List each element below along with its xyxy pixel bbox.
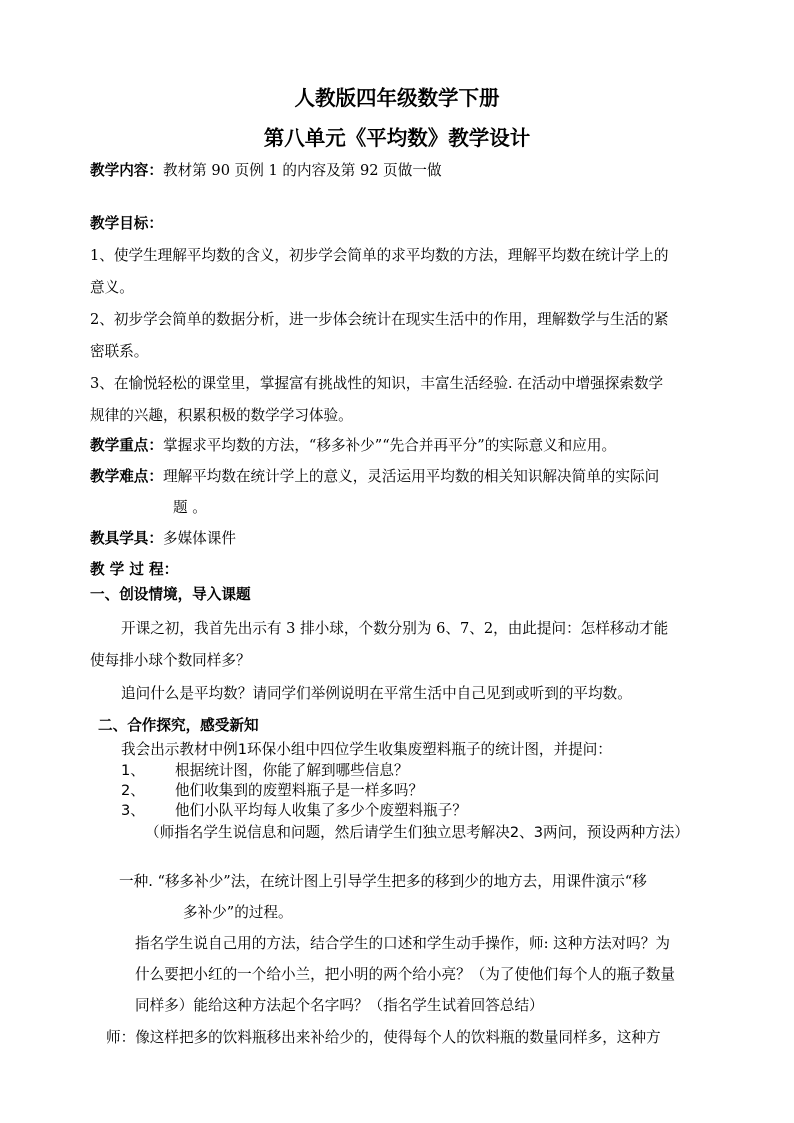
method-1-line-1: 一种. “移多补少”法，在统计图上引导学生把多的移到少的地方去，用课件演示“移 bbox=[119, 873, 647, 890]
teaching-key-points-text: 掌握求平均数的方法，“移多补少”“先合并再平分”的实际意义和应用。 bbox=[162, 437, 617, 454]
method-1-line-2: 多补少”的过程。 bbox=[183, 904, 293, 921]
goal-3-line-2: 规律的兴趣，积累积极的数学学习体验。 bbox=[90, 407, 353, 424]
teaching-difficulties-continued: 题 。 bbox=[173, 499, 207, 516]
section-2-heading: 二、合作探究，感受新知 bbox=[98, 717, 259, 734]
section-1-para-1-line-2: 使每排小球个数同样多？ bbox=[90, 652, 251, 669]
question-1 bbox=[121, 761, 409, 781]
question-3-text: 他们小队平均每人收集了多少个废塑料瓶子？ bbox=[175, 802, 467, 819]
section-1-para-1-line-1: 开课之初，我首先出示有 3 排小球，个数分别为 6、7、2，由此提问：怎样移动才能 bbox=[121, 620, 669, 637]
goal-3-line-1: 3、在愉悦轻松的课堂里，掌握富有挑战性的知识，丰富生活经验. 在活动中增强探索数学 bbox=[90, 375, 664, 392]
question-2-text: 他们收集到的废塑料瓶子是一样多吗？ bbox=[175, 782, 424, 799]
question-2-number: 2、 bbox=[121, 782, 145, 799]
teaching-content bbox=[90, 161, 442, 181]
teaching-key-points bbox=[90, 436, 616, 456]
goal-2-line-2: 密联系。 bbox=[90, 343, 149, 360]
teaching-difficulties-text: 理解平均数在统计学上的意义，灵活运用平均数的相关知识解决简单的实际问 bbox=[162, 468, 660, 485]
teaching-difficulties bbox=[90, 467, 659, 487]
teaching-tools bbox=[90, 529, 236, 549]
section-2-intro: 我会出示教材中例1环保小组中四位学生收集废塑料瓶子的统计图，并提问： bbox=[121, 741, 612, 758]
question-1-text: 根据统计图，你能了解到哪些信息？ bbox=[175, 762, 409, 779]
question-3-number: 3、 bbox=[121, 802, 145, 819]
method-1-para-line-1: 指名学生说自己用的方法，结合学生的口述和学生动手操作，师: 这种方法对吗？为 bbox=[135, 935, 670, 952]
teaching-content-text: 教材第 90 页例 1 的内容及第 92 页做一做 bbox=[162, 162, 442, 179]
section-1-para-2: 追问什么是平均数？请同学们举例说明在平常生活中自己见到或听到的平均数。 bbox=[121, 685, 632, 702]
method-1-para-line-2: 什么要把小红的一个给小兰，把小明的两个给小亮？（为了使他们每个人的瓶子数量 bbox=[135, 966, 675, 983]
teaching-process-label: 教 学 过 程： bbox=[90, 561, 179, 578]
doc-subtitle: 第八单元《平均数》教学设计 bbox=[263, 126, 531, 150]
teaching-difficulties-label: 教学难点： bbox=[90, 468, 163, 485]
question-1-number: 1、 bbox=[121, 762, 145, 779]
teaching-tools-text: 多媒体课件 bbox=[162, 530, 236, 547]
method-1-para-line-3: 同样多）能给这种方法起个名字吗？（指名学生试着回答总结） bbox=[135, 997, 544, 1014]
teaching-goals-label: 教学目标： bbox=[90, 215, 163, 232]
goal-2-line-1: 2、初步学会简单的数据分析，进一步体会统计在现实生活中的作用，理解数学与生活的紧 bbox=[90, 311, 669, 328]
section-1-heading: 一、创设情境，导入课题 bbox=[90, 586, 251, 603]
teaching-tools-label: 教具学具： bbox=[90, 530, 163, 547]
teaching-content-label: 教学内容： bbox=[90, 162, 163, 179]
goal-1-line-2: 意义。 bbox=[90, 279, 134, 296]
teacher-summary-line: 师：像这样把多的饮料瓶移出来补给少的，使得每个人的饮料瓶的数量同样多，这种方 bbox=[106, 1029, 661, 1046]
goal-1-line-1: 1、使学生理解平均数的含义，初步学会简单的求平均数的方法，理解平均数在统计学上的 bbox=[90, 247, 669, 264]
question-2 bbox=[121, 781, 423, 801]
teacher-note: （师指名学生说信息和问题，然后请学生们独立思考解决2、3两问，预设两种方法） bbox=[145, 824, 689, 841]
teaching-key-points-label: 教学重点： bbox=[90, 437, 163, 454]
doc-title: 人教版四年级数学下册 bbox=[294, 86, 500, 110]
question-3 bbox=[121, 801, 467, 821]
